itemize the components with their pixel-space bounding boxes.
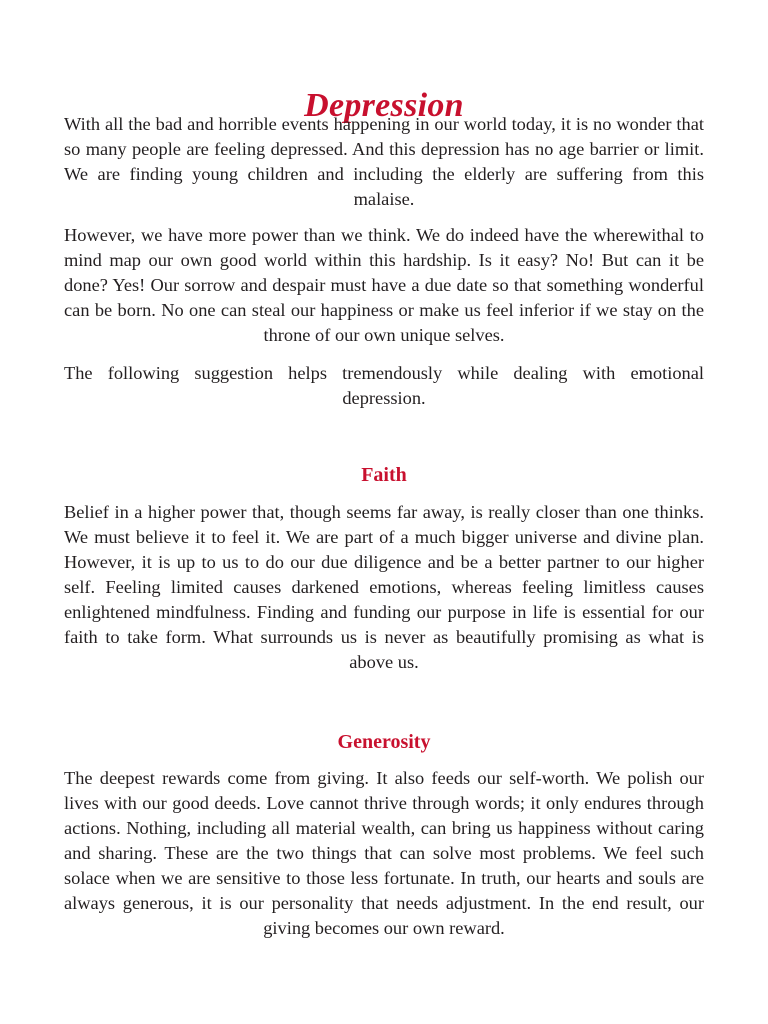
section-body-generosity: The deepest rewards come from giving. It also feeds our self-worth. We polish our lives with our good deeds. Love cannot thrive through words; it only endures through actions. Nothing, including all material wealth, can bring us happiness without caring and sharing. These are the two things that can solve most problems. We feel such solace when we are sensitive to those less fortunate. In truth, our hearts and souls are always generous, it is our personality that needs adjustment. In the end result, our giving becomes our own reward. (64, 768, 704, 938)
page-title: Depression (304, 86, 464, 124)
section-heading-faith: Faith (361, 464, 407, 486)
section-heading-generosity: Generosity (337, 731, 431, 753)
section-body-faith: Belief in a higher power that, though seems far away, is really closer than one thinks. We must believe it to feel it. We are part of a much bigger universe and divine plan. However, it is up to us to do our due diligence and be a better partner to our higher self. Feeling limited causes darkened emotions, whereas feeling limitless causes enlightened mindfulness. Finding and funding our purpose in life is essential for our faith to take form. What surrounds us is never as beautifully promising as what is above us. (64, 502, 704, 672)
intro-paragraph-1: With all the bad and horrible events happening in our world today, it is no wonder that so many people are feeling depressed. And this depression has no age barrier or limit. We are finding young children and including the elderly are suffering from this malaise. (64, 114, 704, 209)
intro-paragraph-3: The following suggestion helps tremendously while dealing with emotional depression. (64, 363, 704, 408)
intro-paragraph-2: However, we have more power than we think. We do indeed have the wherewithal to mind map our own good world within this hardship. Is it easy? No! But can it be done? Yes! Our sorrow and despair must have a due date so that something wonderful can be born. No one can steal our happiness or make us feel inferior if we stay on the throne of our own unique selves. (64, 225, 704, 345)
